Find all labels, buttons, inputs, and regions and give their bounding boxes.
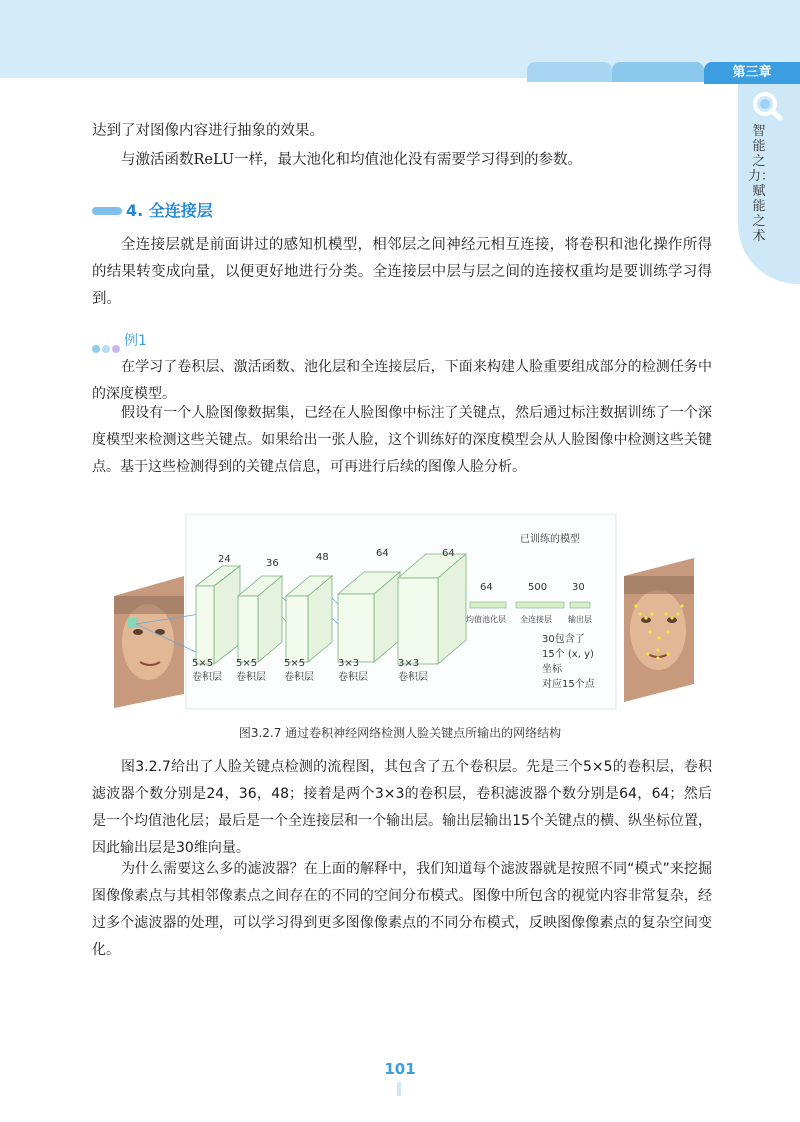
paragraph: 为什么需要这么多的滤波器？在上面的解释中，我们知道每个滤波器就是按照不同“模式”来挖掘图像像素点与其相邻像素点之间存在的不同的空间分布模式。图像中所包含的视觉内容非常复杂，经过多个滤波器的处理，可以学习得到更多图像像素点的不同分布模式，反映图像像素点的复杂空间变化。 [92,861,712,958]
output-note-line: 坐标 [542,664,562,675]
side-title: 智能之力：赋能之术 [748,124,775,244]
kernel-label: 3×3 [398,658,420,669]
kernel-label: 卷积层 [338,672,368,683]
section-body: 全连接层就是前面讲过的感知机模型，相邻层之间神经元相互连接，将卷积和池化操作所得的结果转变成向量，以便更好地进行分类。全连接层中层与层之间的连接权重均是要训练学习得到。 [92,237,712,307]
filter-count-label: 64 [376,548,389,559]
section-title: 4. 全连接层 [126,201,213,220]
kernel-label: 3×3 [338,658,360,669]
header-tab-decoration [527,62,612,82]
cnn-architecture-figure [100,514,700,714]
kernel-label: 卷积层 [398,672,428,683]
section-marker [92,207,122,215]
output-note-line: 15个 (x, y) [542,649,594,660]
fc-label: 均值池化层 [466,615,506,624]
kernel-label: 5×5 [236,658,258,669]
output-note-line: 30包含了 [542,634,585,645]
example-paragraph: 假设有一个人脸图像数据集，已经在人脸图像中标注了关键点，然后通过标注数据训练了一个深度模型来检测这些关键点。如果给出一张人脸，这个训练好的深度模型会从人脸图像中检测这些关键点。基于这些检测得到的关键点信息，可再进行后续的图像人脸分析。 [92,405,712,475]
fc-num: 500 [528,582,548,593]
magnifier-logo-icon [749,90,785,122]
fc-num: 30 [572,582,585,593]
paragraph: 与激活函数ReLU一样，最大池化和均值池化没有需要学习得到的参数。 [121,152,583,168]
paragraph: 达到了对图像内容进行抽象的效果。 [92,123,324,139]
kernel-label: 卷积层 [192,672,222,683]
fc-num: 64 [480,582,493,593]
conv-block-1 [196,566,240,664]
filter-count-label: 64 [442,548,455,559]
filter-count-label: 24 [218,554,231,565]
fc-layers [470,602,590,608]
conv-block-5 [398,554,466,664]
filter-count-label: 36 [266,558,279,569]
fc-label: 全连接层 [520,615,552,624]
page-number-tick [397,1082,401,1096]
chapter-tab: 第三章 [704,62,800,84]
header-tab-decoration [612,62,704,82]
example-label: 例1 [124,333,147,349]
filter-count-label: 48 [316,552,329,563]
paragraph: 图3.2.7给出了人脸关键点检测的流程图，其包含了五个卷积层。先是三个5×5的卷积层，卷积滤波器个数分别是24，36，48；接着是两个3×3的卷积层，卷积滤波器个数分别是64，64；然后是一个均值池化层；最后是一个全连接层和一个输出层。输出层输出15个关键点的横、纵坐标位置，因此输出层是30维向量。 [92,759,712,856]
kernel-label: 5×5 [284,658,306,669]
fc-label: 输出层 [568,615,592,624]
page-number: 101 [384,1060,416,1078]
output-face-image [624,558,694,702]
output-note-line: 对应15个点 [542,679,595,690]
kernel-label: 5×5 [192,658,214,669]
figure-caption: 图3.2.7 通过卷积神经网络检测人脸关键点所输出的网络结构 [238,726,562,740]
kernel-label: 卷积层 [284,672,314,683]
kernel-label: 卷积层 [236,672,266,683]
figure-title: 已训练的模型 [520,534,580,545]
example-paragraph: 在学习了卷积层、激活函数、池化层和全连接层后，下面来构建人脸重要组成部分的检测任务中的深度模型。 [92,359,712,402]
